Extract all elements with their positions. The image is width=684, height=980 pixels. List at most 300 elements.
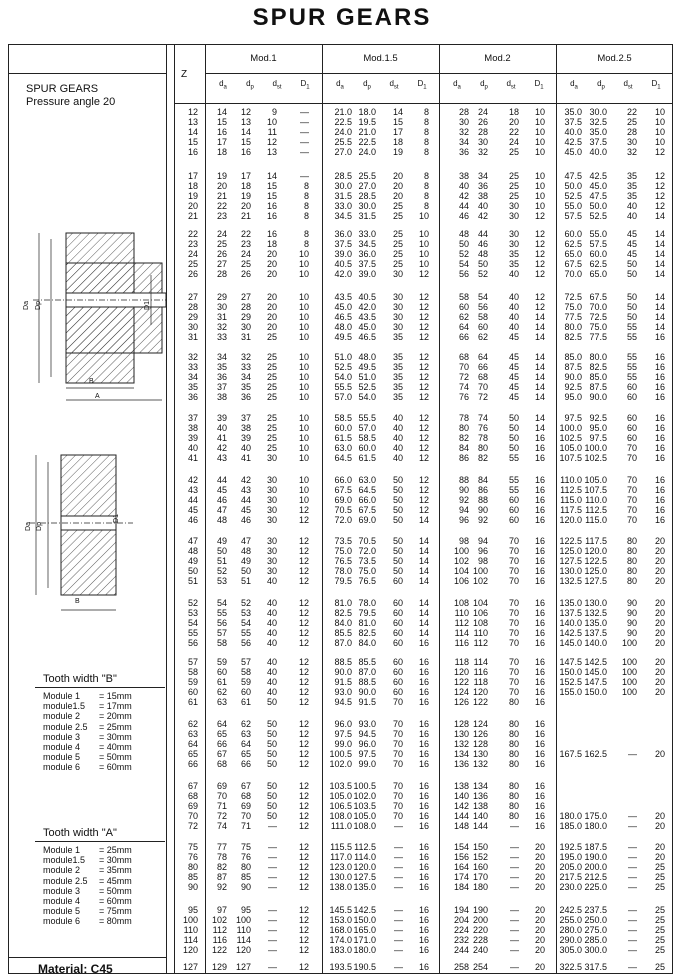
table-cell: — (268, 925, 277, 936)
table-cell: 20 (654, 687, 665, 698)
table-cell: 8 (303, 181, 309, 192)
table-cell: 92.5 (564, 382, 582, 393)
table-cell: 54 (216, 598, 227, 608)
table-cell: 155.0 (559, 687, 582, 698)
table-cell: 20 (534, 962, 545, 972)
table-cell: — (628, 749, 637, 760)
table-cell: 106 (472, 608, 488, 619)
table-cell: 23 (216, 211, 227, 222)
tooth-width-item: module 6 = 60mm (43, 762, 132, 773)
info-line-2: Pressure angle 20 (26, 96, 116, 108)
table-cell: 10 (534, 137, 545, 148)
z-value: 40 (187, 443, 198, 454)
table-cell: 16 (534, 566, 545, 577)
table-cell: 80 (626, 566, 637, 577)
table-cell: 150.0 (584, 687, 607, 698)
table-cell: 175.0 (584, 811, 607, 822)
table-cell: 47 (240, 536, 251, 546)
table-cell: 40 (392, 453, 403, 464)
table-cell: 40 (392, 443, 403, 454)
table-cell: 140.0 (559, 618, 582, 629)
table-cell: 70 (626, 485, 637, 496)
table-cell: 10 (298, 453, 309, 464)
table-cell: 135.0 (584, 618, 607, 629)
table-cell: 45 (508, 362, 519, 373)
z-value: 59 (187, 677, 198, 688)
table-cell: 254 (472, 962, 488, 972)
z-value: 55 (187, 628, 198, 639)
table-cell: 14 (240, 127, 251, 138)
table-cell: 95.0 (564, 392, 582, 403)
table-cell: 75.0 (564, 302, 582, 313)
table-cell: 80 (508, 697, 519, 708)
table-cell: 10 (298, 352, 309, 362)
table-cell: 10 (534, 117, 545, 128)
table-cell: 70 (626, 495, 637, 506)
table-cell: 122 (453, 677, 469, 688)
table-cell: 25 (654, 872, 665, 883)
table-cell: 20 (654, 608, 665, 619)
table-cell: 97 (216, 905, 227, 915)
table-cell: 100.5 (329, 749, 352, 760)
table-cell: 18.0 (358, 107, 376, 117)
gear-info (26, 83, 115, 109)
table-cell: 30 (477, 137, 488, 148)
table-cell: — (510, 821, 519, 832)
table-cell: 22 (508, 127, 519, 138)
table-cell: 317.5 (584, 962, 607, 972)
z-value: 24 (187, 249, 198, 260)
table-cell: — (394, 905, 403, 915)
table-cell: 60 (626, 392, 637, 403)
table-cell: 35 (392, 372, 403, 383)
table-cell: 51.0 (334, 352, 352, 362)
table-cell: 66 (216, 739, 227, 750)
table-cell: 14 (654, 269, 665, 280)
table-cell: 127.5 (584, 576, 607, 587)
table-cell: 20 (654, 598, 665, 608)
table-cell: 20 (266, 312, 277, 323)
table-cell: 16 (266, 201, 277, 212)
table-cell: 15 (216, 117, 227, 128)
table-cell: 50 (392, 495, 403, 506)
table-cell: — (510, 852, 519, 863)
table-cell: 42.5 (564, 137, 582, 148)
table-cell: 16 (534, 453, 545, 464)
table-cell: 70 (392, 759, 403, 770)
z-value: 63 (187, 729, 198, 740)
table-cell: 16 (418, 882, 429, 893)
z-value: 34 (187, 372, 198, 383)
table-cell: 25 (508, 147, 519, 158)
table-cell: 45 (508, 332, 519, 343)
table-cell: 150.0 (353, 915, 376, 926)
table-cell: 16 (418, 945, 429, 956)
table-cell: 16 (418, 811, 429, 822)
table-cell: 45 (508, 382, 519, 393)
table-cell: 22.5 (358, 137, 376, 148)
table-cell: 105.0 (353, 811, 376, 822)
module-header: Mod.1 (250, 53, 277, 64)
table-cell: 59 (240, 677, 251, 688)
table-cell: 122.5 (584, 556, 607, 567)
table-cell: 70 (392, 697, 403, 708)
table-cell: 40 (477, 201, 488, 212)
table-cell: 16 (534, 628, 545, 639)
table-cell: 87.0 (334, 638, 352, 649)
table-cell: 75.0 (589, 322, 607, 333)
table-cell: 25 (266, 413, 277, 423)
table-cell: 14 (418, 628, 429, 639)
table-cell: 140.0 (584, 638, 607, 649)
table-cell: 168.0 (329, 925, 352, 936)
table-cell: 18 (240, 181, 251, 192)
table-cell: 40 (266, 576, 277, 587)
table-cell: — (300, 171, 309, 181)
table-cell: 44 (240, 495, 251, 506)
table-cell: 12 (534, 211, 545, 222)
table-cell: 142.5 (559, 628, 582, 639)
z-value: 127 (182, 962, 198, 972)
tooth-width-item: module 4 = 40mm (43, 742, 132, 753)
table-cell: 12 (534, 302, 545, 313)
table-cell: 14 (418, 598, 429, 608)
table-cell: 12 (298, 719, 309, 729)
table-cell: 77.5 (564, 312, 582, 323)
table-cell: 34 (216, 352, 227, 362)
table-cell: 82.5 (358, 628, 376, 639)
table-cell: 46 (216, 495, 227, 506)
table-cell: 180.0 (584, 821, 607, 832)
table-cell: 35 (508, 249, 519, 260)
table-cell: 58 (240, 667, 251, 678)
table-cell: 20 (534, 905, 545, 915)
table-cell: 95.0 (589, 423, 607, 434)
table-cell: 50 (266, 781, 277, 791)
table-cell: 12 (298, 657, 309, 667)
b-label: B (89, 378, 94, 385)
table-cell: 55 (240, 628, 251, 639)
table-cell: 180.0 (353, 945, 376, 956)
table-cell: 87.5 (564, 362, 582, 373)
table-cell: 65.0 (589, 269, 607, 280)
table-cell: 70 (392, 811, 403, 822)
table-cell: — (510, 862, 519, 873)
table-cell: 55 (508, 475, 519, 485)
table-cell: 16 (534, 556, 545, 567)
table-cell: 112.5 (585, 505, 607, 516)
table-cell: 31.5 (334, 191, 352, 202)
table-cell: 124 (472, 719, 488, 729)
z-value: 76 (187, 852, 198, 863)
table-cell: 10 (654, 117, 665, 128)
z-value: 49 (187, 556, 198, 567)
table-cell: 24 (508, 137, 519, 148)
table-cell: 50 (392, 485, 403, 496)
table-cell: 34.5 (334, 211, 352, 222)
table-cell: 55 (626, 372, 637, 383)
table-cell: 22 (240, 229, 251, 239)
table-cell: 30 (266, 566, 277, 577)
table-cell: 75.0 (358, 566, 376, 577)
table-cell: 224 (453, 925, 469, 936)
table-cell: 19.5 (358, 117, 376, 128)
table-cell: 80 (626, 576, 637, 587)
table-cell: 10 (298, 413, 309, 423)
table-cell: 36.0 (334, 229, 352, 239)
table-cell: 85.0 (589, 372, 607, 383)
table-cell: 61 (240, 697, 251, 708)
z-value: 65 (187, 749, 198, 760)
table-cell: 46.5 (358, 332, 376, 343)
table-cell: 16 (418, 801, 429, 812)
table-cell: 77 (216, 842, 227, 852)
table-cell: 12 (298, 791, 309, 802)
table-cell: 47.5 (589, 191, 607, 202)
table-cell: 103.5 (329, 781, 352, 791)
table-cell: 15 (392, 117, 403, 128)
table-cell: 14 (534, 392, 545, 403)
table-cell: 14 (418, 608, 429, 619)
table-cell: 230.0 (559, 882, 582, 893)
info-line-1: SPUR GEARS (26, 83, 99, 95)
table-cell: 8 (423, 171, 429, 181)
table-cell: 10 (654, 107, 665, 117)
table-cell: 10 (298, 249, 309, 260)
table-cell: 34.5 (358, 239, 376, 250)
table-cell: 30 (392, 312, 403, 323)
table-cell: 127.5 (559, 556, 582, 567)
z-value: 23 (187, 239, 198, 250)
table-cell: 16 (654, 475, 665, 485)
table-cell: 130 (453, 729, 469, 740)
table-cell: — (628, 915, 637, 926)
z-value: 57 (187, 657, 198, 667)
table-cell: 14 (654, 292, 665, 302)
table-cell: 50 (392, 515, 403, 526)
table-cell: 12 (298, 608, 309, 619)
table-cell: 66 (477, 362, 488, 373)
table-cell: — (268, 935, 277, 946)
table-cell: 33 (216, 332, 227, 343)
table-cell: 30 (392, 292, 403, 302)
table-cell: 14 (216, 107, 227, 117)
table-cell: 60 (508, 495, 519, 506)
table-cell: 60 (508, 515, 519, 526)
table-cell: 40 (626, 211, 637, 222)
table-cell: 90 (477, 505, 488, 516)
table-cell: 14 (534, 322, 545, 333)
table-cell: 50 (626, 292, 637, 302)
tooth-width-item: module 2.5 = 45mm (43, 875, 132, 886)
table-cell: 10 (298, 332, 309, 343)
table-cell: 35 (626, 181, 637, 192)
table-cell: 51 (240, 576, 251, 587)
table-cell: — (394, 915, 403, 926)
z-value: 72 (187, 821, 198, 832)
table-cell: 25 (266, 332, 277, 343)
column-header: $D_1$ (534, 79, 544, 91)
z-value: 16 (187, 147, 198, 158)
table-cell: 69 (216, 781, 227, 791)
table-cell: 58 (216, 638, 227, 649)
table-cell: 90.0 (589, 392, 607, 403)
table-cell: 105.0 (584, 475, 607, 485)
table-cell: 18 (216, 147, 227, 158)
table-cell: — (628, 862, 637, 873)
table-cell: 16 (534, 515, 545, 526)
table-cell: 39.0 (334, 249, 352, 260)
table-cell: 14 (654, 302, 665, 313)
table-cell: 24 (240, 249, 251, 260)
table-cell: 205.0 (559, 862, 582, 873)
table-cell: 16 (534, 667, 545, 678)
table-cell: 10 (298, 443, 309, 454)
table-cell: 110 (473, 628, 488, 639)
table-cell: 15 (266, 181, 277, 192)
table-cell: 20 (654, 576, 665, 587)
divider (9, 957, 166, 958)
table-cell: 43 (216, 453, 227, 464)
table-cell: 255.0 (559, 915, 582, 926)
table-cell: 8 (423, 137, 429, 148)
table-cell: 60 (392, 618, 403, 629)
table-cell: 12 (418, 505, 429, 516)
table-cell: 16 (418, 842, 429, 852)
table-cell: 154 (453, 842, 469, 852)
table-cell: 10 (534, 171, 545, 181)
table-cell: 100 (235, 915, 251, 926)
table-cell: 36 (458, 147, 469, 158)
table-cell: 12 (418, 302, 429, 313)
table-cell: 16 (418, 667, 429, 678)
table-cell: 171.0 (353, 935, 376, 946)
table-cell: 72.0 (358, 546, 376, 557)
table-cell: 8 (423, 181, 429, 192)
table-cell: 100.5 (353, 781, 376, 791)
table-cell: 20 (534, 925, 545, 936)
table-cell: 217.5 (559, 872, 582, 883)
column-header: $d_{st}$ (389, 79, 399, 91)
table-cell: 37.5 (358, 259, 376, 270)
table-cell: 12 (534, 269, 545, 280)
table-cell: 8 (303, 239, 309, 250)
table-cell: 69 (240, 801, 251, 812)
table-cell: 40.0 (564, 127, 582, 138)
table-cell: 16 (534, 638, 545, 649)
table-cell: 184 (453, 882, 469, 893)
table-cell: 12 (418, 362, 429, 373)
table-cell: 70 (508, 618, 519, 629)
table-cell: 37.5 (589, 137, 607, 148)
table-cell: — (268, 905, 277, 915)
table-cell: 20 (534, 842, 545, 852)
table-cell: 84.0 (358, 638, 376, 649)
table-cell: 16 (654, 372, 665, 383)
table-cell: 61.5 (334, 433, 352, 444)
table-cell: 80 (458, 423, 469, 434)
table-cell: 170 (472, 872, 488, 883)
table-cell: 99.0 (358, 759, 376, 770)
table-cell: 97.5 (589, 433, 607, 444)
table-cell: — (394, 882, 403, 893)
table-cell: 30 (392, 269, 403, 280)
table-cell: 50 (626, 269, 637, 280)
table-cell: 30 (266, 495, 277, 506)
z-value: 25 (187, 259, 198, 270)
module-divider (205, 73, 672, 74)
table-cell: 16 (654, 382, 665, 393)
table-cell: 62.5 (564, 239, 582, 250)
table-cell: 16 (266, 229, 277, 239)
table-cell: 12 (534, 249, 545, 260)
table-cell: 50 (458, 239, 469, 250)
z-value: 62 (187, 719, 198, 729)
table-cell: 21.0 (358, 127, 376, 138)
z-value: 64 (187, 739, 198, 750)
table-cell: 12 (298, 962, 309, 972)
table-cell: 42 (477, 211, 488, 222)
table-cell: — (628, 811, 637, 822)
table-cell: 80 (508, 801, 519, 812)
z-value: 90 (187, 882, 198, 893)
tooth-width-b-title: Tooth width "B" (43, 673, 117, 685)
table-cell: 72 (477, 392, 488, 403)
table-cell: 16 (654, 485, 665, 496)
table-cell: 30 (508, 239, 519, 250)
table-cell: 16 (654, 413, 665, 423)
table-cell: 28.5 (334, 171, 352, 181)
table-cell: 13 (266, 147, 277, 158)
table-cell: 50 (392, 505, 403, 516)
table-cell: 48 (240, 546, 251, 557)
table-cell: 90 (458, 485, 469, 496)
table-cell: 79.5 (358, 608, 376, 619)
table-cell: 62.5 (589, 259, 607, 270)
table-cell: 40 (266, 677, 277, 688)
table-cell: 78.0 (334, 566, 352, 577)
table-cell: 92 (458, 495, 469, 506)
table-cell: 16 (534, 576, 545, 587)
table-cell: 25 (216, 239, 227, 250)
table-cell: 144 (453, 811, 469, 822)
tooth-width-b-list (43, 691, 132, 773)
table-cell: 50 (266, 749, 277, 760)
table-cell: 20 (534, 882, 545, 893)
table-cell: 35 (508, 259, 519, 270)
table-cell: 35 (392, 362, 403, 373)
table-cell: 322.5 (559, 962, 582, 972)
table-cell: 225.0 (584, 882, 607, 893)
table-cell: 14 (418, 566, 429, 577)
table-cell: 8 (303, 211, 309, 222)
table-cell: 30 (266, 546, 277, 557)
table-cell: 68 (216, 759, 227, 770)
table-cell: 16 (534, 475, 545, 485)
table-cell: 126 (453, 697, 469, 708)
table-cell: 12 (266, 137, 277, 148)
table-cell: 82.5 (589, 362, 607, 373)
table-cell: 12 (418, 269, 429, 280)
table-cell: — (510, 962, 519, 972)
table-cell: 86 (458, 453, 469, 464)
table-cell: 80 (508, 719, 519, 729)
table-cell: 66 (240, 759, 251, 770)
table-cell: 40 (266, 628, 277, 639)
table-cell: 140 (453, 791, 469, 802)
table-cell: 36 (216, 372, 227, 383)
table-cell: 70 (508, 628, 519, 639)
